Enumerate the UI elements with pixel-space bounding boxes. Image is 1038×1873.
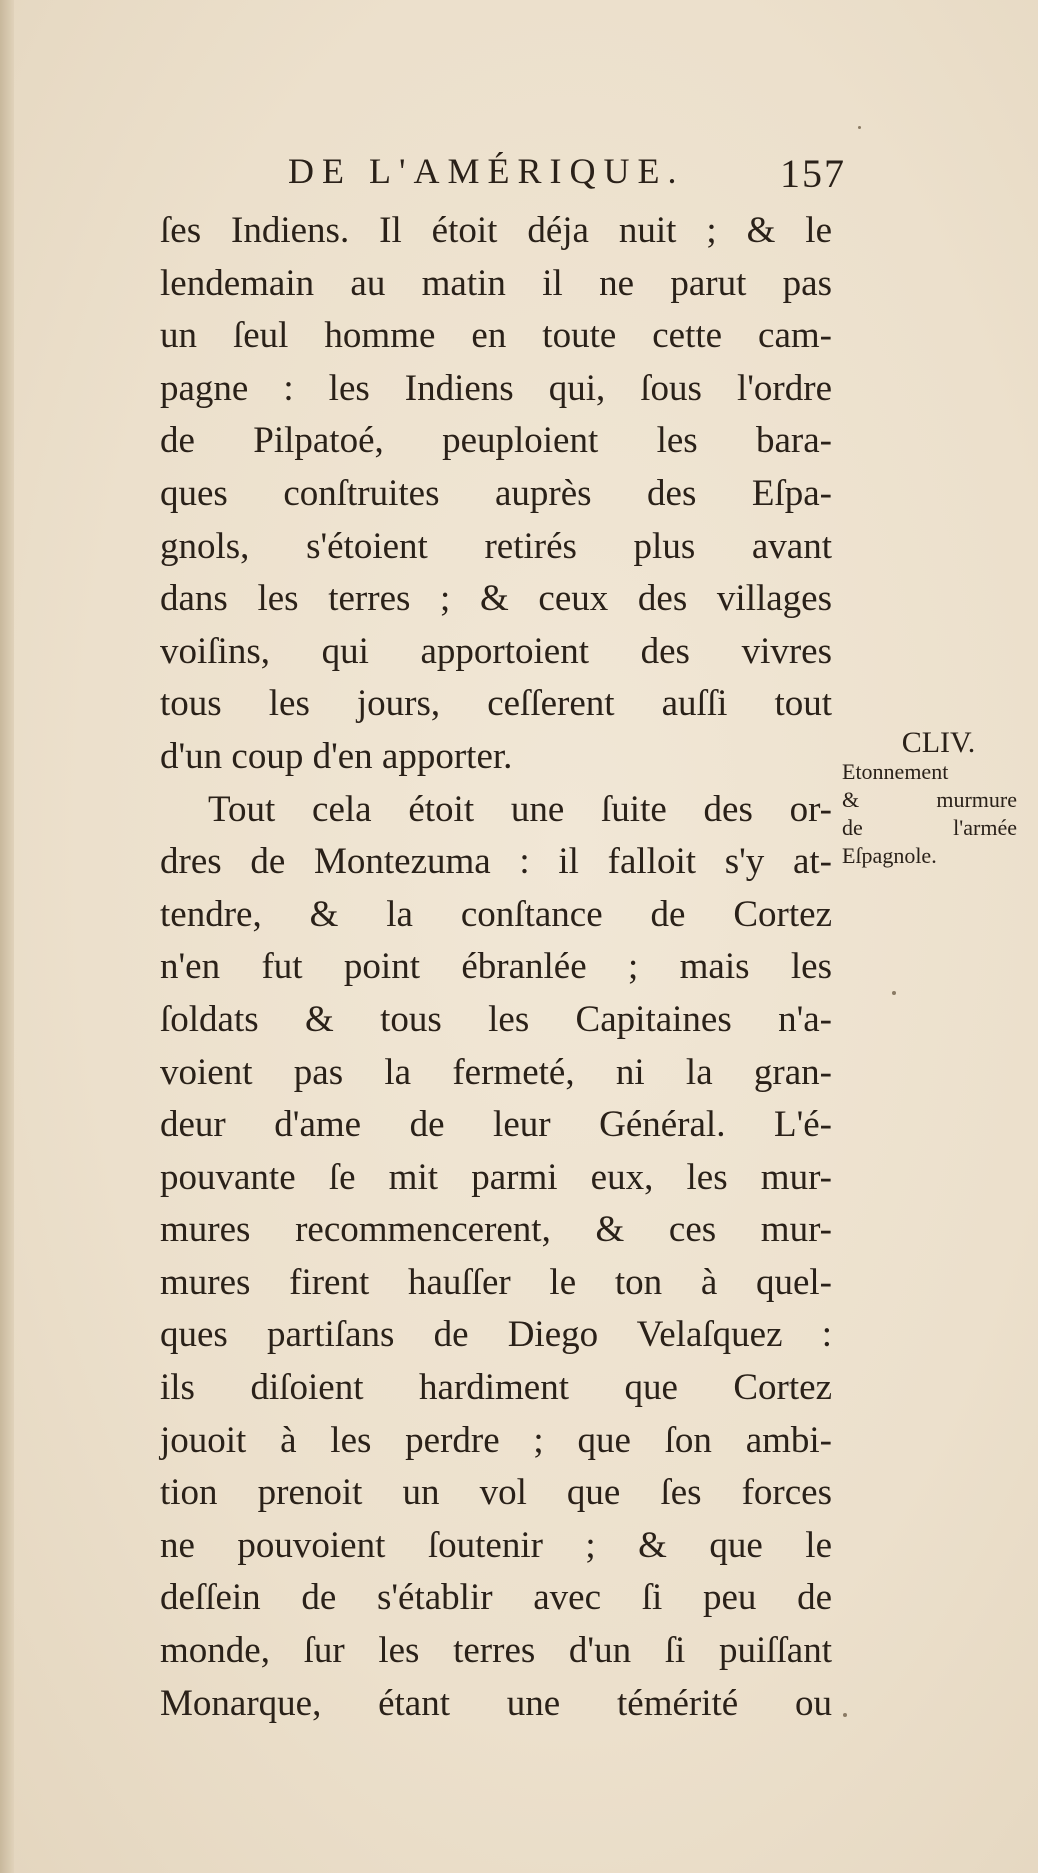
text-line: ne pouvoient ſoutenir ; & que le: [160, 1524, 832, 1566]
running-title: DE L'AMÉRIQUE.: [288, 151, 685, 191]
marginal-note: [842, 728, 1017, 870]
text-line: pagne : les Indiens qui, ſous l'ordre: [160, 367, 832, 409]
text-line: voiſins, qui apportoient des vivres: [160, 630, 832, 672]
text-line: pouvante ſe mit parmi eux, les mur-: [160, 1156, 832, 1198]
paper-speck: [843, 1713, 847, 1717]
text-line: mures firent hauſſer le ton à quel-: [160, 1261, 832, 1303]
text-line: gnols, s'étoient retirés plus avant: [160, 525, 832, 567]
text-line: mures recommencerent, & ces mur-: [160, 1209, 832, 1251]
marginal-note-line: de l'armée: [842, 815, 1017, 840]
running-head: [160, 150, 850, 200]
page-number: 157: [780, 151, 846, 196]
text-line: ques conſtruites auprès des Eſpa-: [160, 472, 832, 514]
text-line: ils diſoient hardiment que Cortez: [160, 1367, 832, 1409]
paragraph-start: Tout cela étoit une ſuite des or-: [208, 788, 832, 830]
text-line: tous les jours, ceſſerent auſſi tout: [160, 683, 832, 725]
text-line: jouoit à les perdre ; que ſon ambi-: [160, 1419, 832, 1461]
marginal-note-number: CLIV.: [901, 726, 976, 759]
text-line: de Pilpatoé, peuploient les bara-: [160, 420, 832, 462]
text-line: n'en fut point ébranlée ; mais les: [160, 946, 832, 988]
marginal-note-line: Eſpagnole.: [842, 843, 937, 868]
text-line: Monarque, étant une témérité ou: [160, 1682, 832, 1724]
paper-speck: [892, 991, 896, 995]
text-line: d'un coup d'en apporter.: [160, 735, 513, 777]
text-line: voient pas la fermeté, ni la gran-: [160, 1051, 832, 1093]
text-line: un ſeul homme en toute cette cam-: [160, 315, 832, 357]
marginal-note-line: & murmure: [842, 787, 1017, 812]
page-gutter: [0, 0, 14, 1873]
text-line: monde, ſur les terres d'un ſi puiſſant: [160, 1630, 832, 1672]
paper-speck: [858, 126, 861, 129]
text-line: ſoldats & tous les Capitaines n'a-: [160, 998, 832, 1040]
text-line: dres de Montezuma : il falloit s'y at-: [160, 841, 832, 883]
text-line: dans les terres ; & ceux des villages: [160, 578, 832, 620]
text-line: tendre, & la conſtance de Cortez: [160, 893, 832, 935]
text-line: tion prenoit un vol que ſes forces: [160, 1472, 832, 1514]
text-line: deſſein de s'établir avec ſi peu de: [160, 1577, 832, 1619]
marginal-note-line: Etonnement: [842, 759, 949, 784]
text-line: deur d'ame de leur Général. L'é-: [160, 1104, 832, 1146]
text-line: ques partiſans de Diego Velaſquez :: [160, 1314, 832, 1356]
body-text: [160, 205, 832, 1730]
text-line: ſes Indiens. Il étoit déja nuit ; & le: [160, 210, 832, 251]
text-line: lendemain au matin il ne parut pas: [160, 262, 832, 304]
